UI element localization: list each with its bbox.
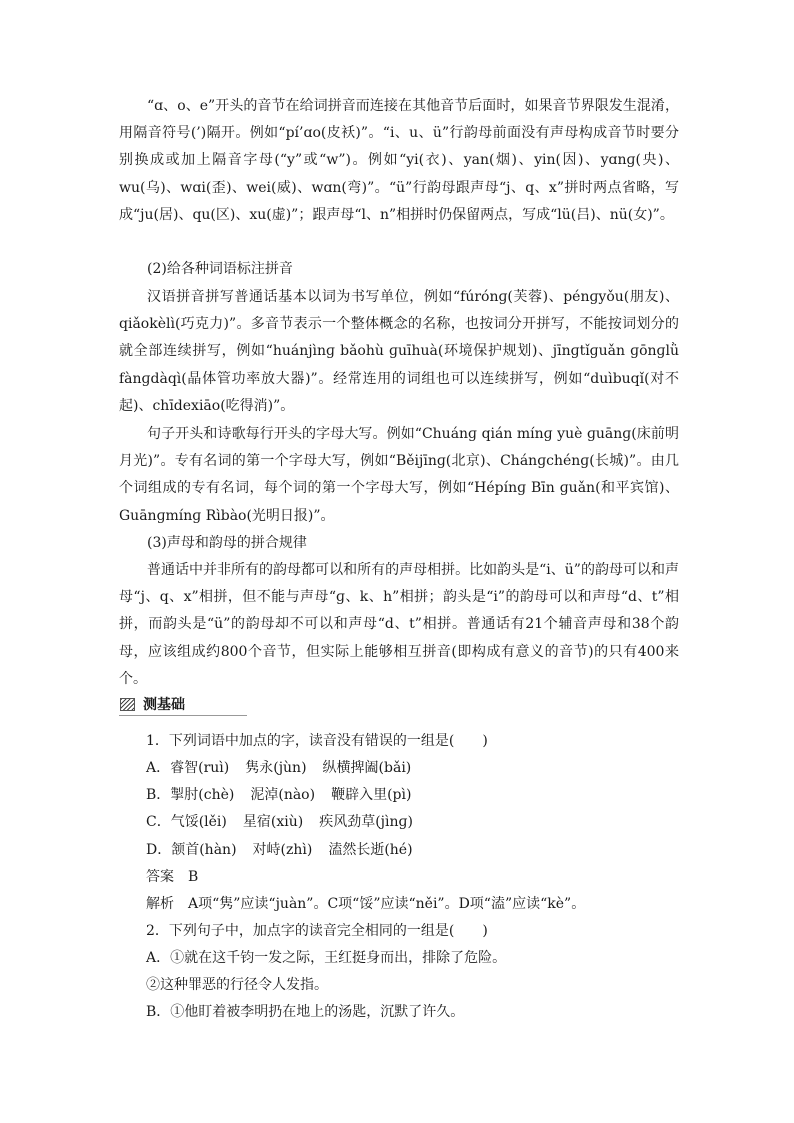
- option-item: 对峙(zhì): [252, 842, 313, 858]
- option-item: B．掣肘(chè): [146, 787, 235, 803]
- subheading-combination-rules: (3)声母和韵母的拼合规律: [147, 535, 307, 551]
- option-item: 纵横捭阖(bǎi): [322, 760, 412, 776]
- question-1-option-a: [146, 755, 411, 782]
- option-item: 泥淖(nào): [250, 787, 316, 803]
- question-1-option-d: [146, 837, 413, 864]
- question-2-stem: 2．下列句子中，加点字的读音完全相同的一组是( ): [146, 923, 488, 939]
- question-2-option-b-1: B．①他盯着被李明扔在地上的汤匙，沉默了许久。: [146, 1004, 465, 1020]
- section-underline: [119, 715, 247, 716]
- option-item: D．颔首(hàn): [146, 842, 237, 858]
- option-item: C．气馁(lěi): [146, 814, 227, 830]
- option-item: 溘然长逝(hé): [328, 842, 413, 858]
- paragraph-word-units: 汉语拼音拼写普通话基本以词为书写单位，例如“fúrónɡ(芙蓉)、pénɡyǒu(朋友)、qiǎokèlì(巧克力)”。多音节表示一个整体概念的名称，也按词分开拼写，不能按词划分的就全部连续拼写，例如“huánjìnɡ bǎohù ɡuīhuà(环境保护规划)、jīnɡtǐɡuǎn ɡōnɡlǜ fànɡdàqì(晶体管功率放大器)”。经常连用的词组也可以连续拼写，例如“duìbuqǐ(对不起)、chīdexiāo(吃得消)”。: [119, 289, 679, 414]
- paragraph-syllable-separation: “ɑ、o、e”开头的音节在给词拼音而连接在其他音节后面时，如果音节界限发生混淆，用隔音符号(’)隔开。例如“pí’ɑo(皮袄)”。“i、u、ü”行韵母前面没有声母构成音节时要分别换成或加上隔音字母(“y”或“w”)。例如“yi(衣)、yan(烟)、yin(因)、yɑnɡ(央)、wu(乌)、wɑi(歪)、wei(威)、wɑn(弯)”。“ü”行韵母跟声母“j、q、x”拼时两点省略，写成“ju(居)、qu(区)、xu(虚)”；跟声母“l、n”相拼时仍保留两点，写成“lü(吕)、nü(女)”。: [119, 98, 679, 223]
- section-marker-icon: [120, 698, 135, 711]
- question-2-option-a-1: A．①就在这千钧一发之际，王红挺身而出，排除了危险。: [146, 950, 507, 966]
- question-1-option-c: [146, 809, 413, 836]
- option-item: 星宿(xiù): [242, 814, 304, 830]
- paragraph-combination-rules: 普通话中并非所有的韵母都可以和所有的声母相拼。比如韵头是“i、ü”的韵母可以和声母“j、q、x”相拼，但不能与声母“ɡ、k、h”相拼；韵头是“i”的韵母可以和声母“d、t”相拼，而韵头是“ü”的韵母却不可以和声母“d、t”相拼。普通话有21个辅音声母和38个韵母，应该组成约800个音节，但实际上能够相互拼音(即构成有意义的音节)的只有400来个。: [119, 562, 679, 687]
- question-1-analysis: 解析 A项“隽”应读“juàn”。C项“馁”应读“něi”。D项“溘”应读“kè”。: [146, 896, 586, 912]
- subheading-word-pinyin: (2)给各种词语标注拼音: [147, 261, 293, 277]
- option-item: A．睿智(ruì): [146, 760, 230, 776]
- paragraph-capitalization: 句子开头和诗歌每行开头的字母大写。例如“Chuánɡ qián mínɡ yuè ɡuānɡ(床前明月光)”。专有名词的第一个字母大写，例如“Běijīnɡ(北京)、Chánɡchénɡ(长城)”。由几个词组成的专有名词，每个词的第一个字母大写，例如“Hépínɡ Bīn ɡuǎn(和平宾馆)、Guānɡmínɡ Rìbào(光明日报)”。: [119, 426, 679, 524]
- option-item: 隽永(jùn): [245, 760, 307, 776]
- question-2-option-a-2: ②这种罪恶的行径令人发指。: [146, 977, 328, 993]
- section-title: 测基础: [143, 697, 185, 713]
- question-1-answer: 答案 B: [146, 869, 199, 885]
- question-1-option-b: [146, 782, 411, 809]
- option-item: 鞭辟入里(pì): [331, 787, 412, 803]
- option-item: 疾风劲草(jìnɡ): [319, 814, 413, 830]
- question-1-stem: 1．下列词语中加点的字，读音没有错误的一组是( ): [146, 733, 488, 749]
- section-header: [119, 694, 249, 716]
